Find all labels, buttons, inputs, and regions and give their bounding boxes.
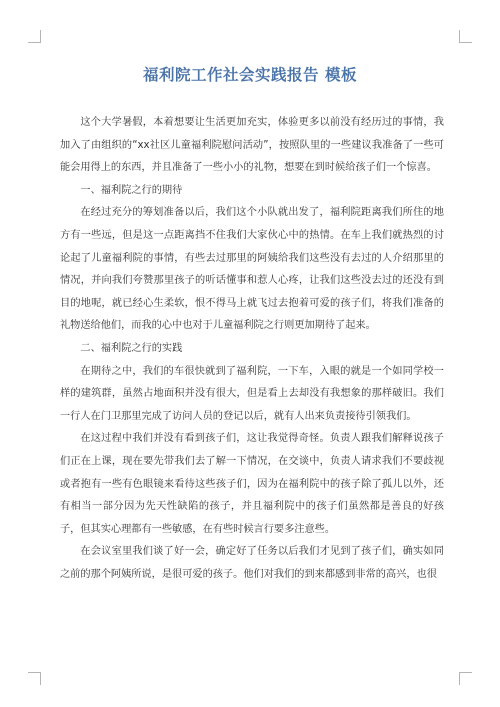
crop-mark-bottom-left [28, 672, 41, 685]
paragraph-briefing: 在这过程中我们并没有看到孩子们，这让我觉得奇怪。负责人跟我们解释说孩子们正在上课，现在要先带我们去了解一下情况，在交谈中，负责人请求我们不要歧视或者抱有一些有色眼镜来看待这些孩子们，因为在福利院中的孩子除了孤儿以外，还有相当一部分因为先天性缺陷的孩子，并且福利院中的孩子们虽然都是善良的好孩子，但其实心理都有一些敏感，在有些时候言行要多注意些。 [60, 433, 444, 535]
section-heading-expectation: 一、福利院之行的期待 [80, 184, 183, 196]
document-title: 福利院工作社会实践报告 模板 [143, 66, 357, 84]
paragraph-arrival: 在期待之中，我们的车很快就到了福利院，一下车，入眼的就是一个如同学校一样的建筑群，虽然占地面积并没有很大，但是看上去却没有我想象的那样破旧。我们一行人在门卫那里完成了访问人员的登记以后，就有人出来负责接待引领我们。 [60, 365, 444, 422]
document-body [60, 112, 444, 586]
crop-mark-top-left [28, 30, 41, 43]
crop-mark-bottom-right [459, 672, 472, 685]
section-heading-practice: 二、福利院之行的实践 [80, 342, 183, 354]
paragraph-intro: 这个大学暑假，本着想要让生活更加充实，体验更多以前没有经历过的事情，我加入了由组织的“xx社区儿童福利院慰问活动”，按照队里的一些建议我准备了一些可能会用得上的东西，并且准备了一些小小的礼物，想要在到时候给孩子们一个惊喜。 [60, 117, 444, 174]
crop-mark-top-right [459, 30, 472, 43]
paragraph-meeting: 在会议室里我们谈了好一会，确定好了任务以后我们才见到了孩子们，确实如同之前的那个阿姨所说，是很可爱的孩子。他们对我们的到来都感到非常的高兴，也很 [60, 546, 444, 580]
paragraph-expectation: 在经过充分的筹划准备以后，我们这个小队就出发了，福利院距离我们所住的地方有一些远，但是这一点距离挡不住我们大家伙心中的热情。在车上我们就热烈的讨论起了儿童福利院的事情，有些去过那里的阿姨给我们这些没有去过的人介绍那里的情况，并向我们夸赞那里孩子的听话懂事和惹人心疼，让我们这些没去过的还没有到目的地呢，就已经心生柔软，恨不得马上就飞过去抱着可爱的孩子们，将我们准备的礼物送给他们，而我的心中也对于儿童福利院之行则更加期待了起来。 [60, 207, 444, 332]
